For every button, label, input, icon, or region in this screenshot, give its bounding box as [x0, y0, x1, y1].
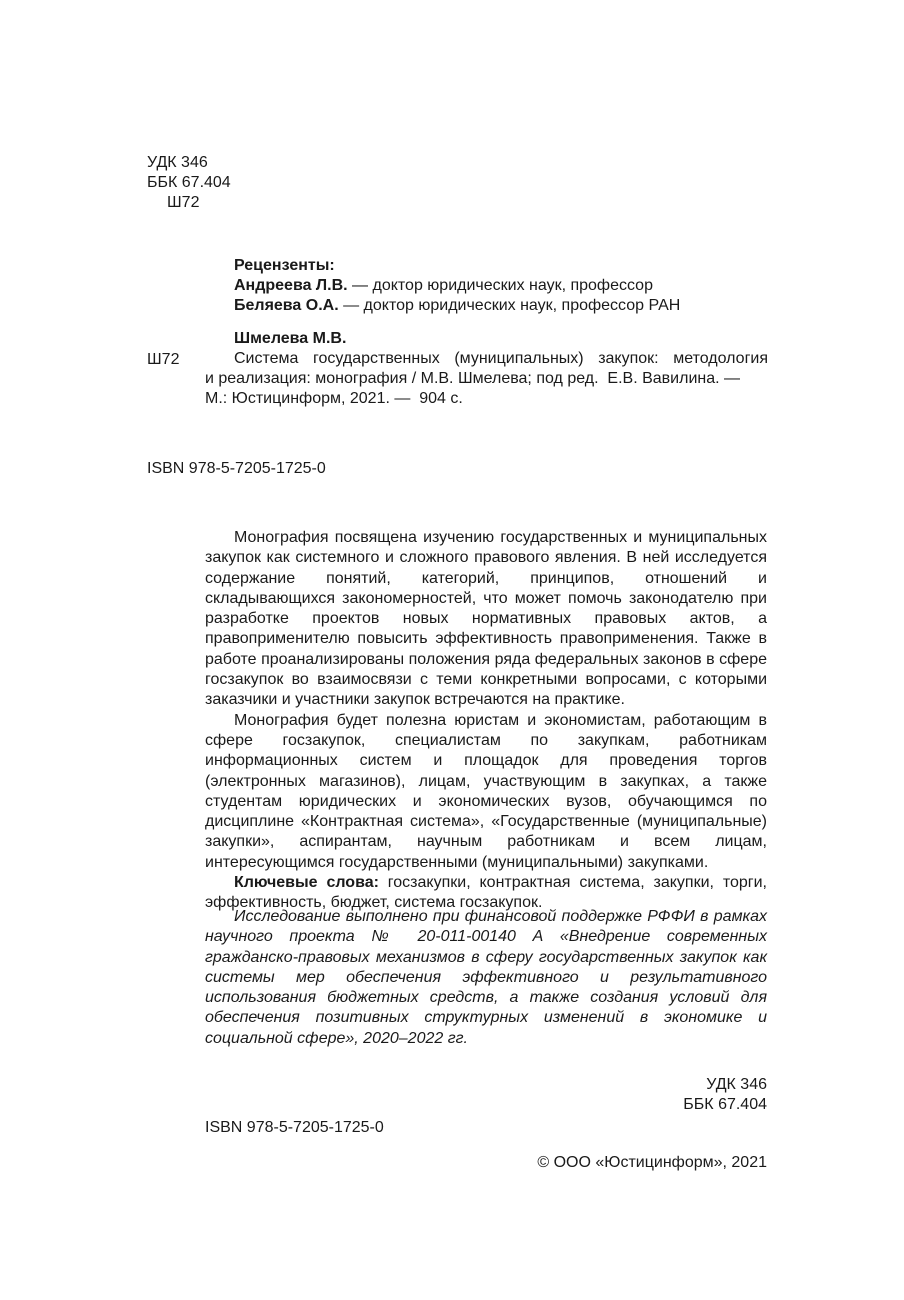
reviewer-title: — доктор юридических наук, профессор [347, 277, 653, 294]
reviewer-item [234, 276, 680, 296]
abstract-paragraph-1: Монография посвящена изучению государственных и муниципальных закупок как системного и сложного правового явления. В ней исследуется содержание понятий, категорий, принципов, отношений и складывающихся закономерностей, что может помочь законодателю при разработке проектов новых нормативных правовых актов, а правоприменителю повысить эффективность правоприменения. Также в работе проанализированы положения ряда федеральных законов в сфере госзакупок во взаимосвязи с теми конкретными вопросами, с которыми заказчики и участники закупок встречаются на практике. [205, 529, 767, 709]
abstract-paragraph-2: Монография будет полезна юристам и экономистам, работающим в сфере госзакупок, специалистам по закупкам, работникам информационных систем и площадок для проведения торгов (электронных магазинов), лицам, участвующим в закупках, а также студентам юридических и экономических вузов, обучающимся по дисциплине «Контрактная система», «Государственные (муниципальные) закупки», аспирантам, научным работникам и всем лицам, интересующимся государственными (муниципальными) закупками. [205, 711, 767, 871]
bibliography-author: Шмелева М.В. [234, 330, 347, 347]
reviewers-block [234, 256, 680, 316]
footer-codes [567, 1075, 767, 1115]
isbn-top: ISBN 978-5-7205-1725-0 [147, 460, 326, 477]
bibliography-line-3: М.: Юстицинформ, 2021. — 904 с. [205, 390, 463, 407]
reviewer-name: Андреева Л.В. [234, 277, 348, 294]
keywords-text: госзакупки, контрактная система, закупки, торги, эффективность, бюджет, система госзакупок. [205, 874, 767, 912]
footer-isbn: ISBN 978-5-7205-1725-0 [205, 1119, 384, 1136]
bibliography-line-2: и реализация: монография / М.В. Шмелева; под ред. Е.В. Вавилина. — [205, 370, 741, 387]
footer-bbk: ББК 67.404 [683, 1096, 767, 1113]
reviewer-title: — доктор юридических наук, профессор РАН [338, 297, 681, 314]
reviewer-item [234, 296, 680, 316]
reviewers-heading: Рецензенты: [234, 257, 335, 274]
funding-note [205, 907, 767, 1049]
classification-codes [147, 153, 231, 213]
keywords-label: Ключевые слова: [234, 874, 379, 892]
copyright: © ООО «Юстицинформ», 2021 [537, 1154, 767, 1171]
bbk-code: ББК 67.404 [147, 174, 231, 191]
reviewer-name: Беляева О.А. [234, 297, 339, 314]
funding-text: Исследование выполнено при финансовой поддержке РФФИ в рамках научного проекта № 20-011-00140 А «Внедрение современных гражданско-правовых механизмов в сферу государственных закупок как системы мер обеспечения эффективного и результативного использования бюджетных средств, а также создания условий для обеспечения позитивных структурных изменений в экономике и социальной сфере», 2020–2022 гг. [205, 908, 767, 1047]
abstract [205, 528, 767, 914]
bibliography-author-mark: Ш72 [147, 351, 180, 368]
udk-code: УДК 346 [147, 154, 208, 171]
author-mark: Ш72 [167, 194, 200, 211]
footer-udk: УДК 346 [706, 1076, 767, 1093]
bibliography-line-1: Система государственных (муниципальных) закупок: методология [234, 350, 768, 367]
